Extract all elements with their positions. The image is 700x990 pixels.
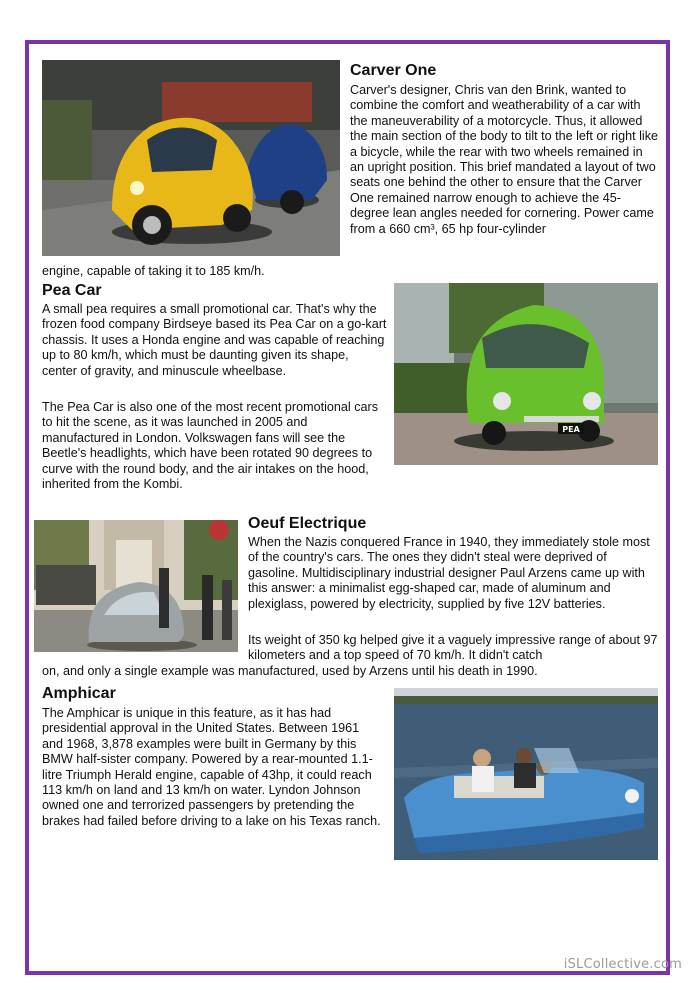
carver-one-title: Carver One	[350, 62, 437, 79]
pea-car-photo	[394, 283, 658, 465]
amphicar-photo	[394, 688, 658, 860]
pea-car-plate: PEA	[562, 425, 580, 434]
watermark: iSLCollective.com	[563, 957, 682, 972]
carver-one-photo	[42, 60, 340, 256]
oeuf-electrique-title: Oeuf Electrique	[248, 515, 367, 532]
carver-one-text-continued: engine, capable of taking it to 185 km/h.	[42, 264, 265, 278]
carver-one-text: Carver's designer, Chris van den Brink, wanted to combine the comfort and weatherability of a car with the maneuverability of a motorcycle. Thus, it allowed the main section of the body to tilt to the left or right like a bicycle, while the rear with two wheels remained in an upright position. This brief mandated a layout of two seats one behind the other to ensure that the Carver One remained narrow enough to achieve the 45-degree lean angles needed for cornering. Power came from a 660 cm³, 65 hp four-cylinder	[350, 83, 659, 236]
oeuf-electrique-photo	[34, 520, 238, 652]
amphicar-title: Amphicar	[42, 685, 116, 702]
pea-car-text-2: The Pea Car is also one of the most recent promotional cars to hit the scene, as it was launched in 2005 and manufactured in London. Volkswagen fans will see the Beetle's headlights, which have been rotated 90 degrees to curve with the round body, and the air intakes on the hood, inherited from the Kombi.	[42, 400, 378, 492]
amphicar-text: The Amphicar is unique in this feature, as it has had presidential approval in the United States. Between 1961 and 1968, 3,878 examples were built in Germany by this BMW half-sister company. Powered by a rear-mounted 1.1-litre Triumph Herald engine, capable of 43hp, it could reach 113 km/h on land and 13 km/h on water. Lyndon Johnson owned one and terrorized passengers by pretending the brakes had failed before driving to a lake on his Texas ranch.	[42, 706, 381, 828]
oeuf-electrique-text-continued: on, and only a single example was manufactured, used by Arzens until his death in 1990.	[42, 664, 538, 678]
oeuf-electrique-text-1: When the Nazis conquered France in 1940, they immediately stole most of the country's cars. The ones they didn't steal were deprived of gasoline. Multidisciplinary industrial designer Paul Arzens came up with this answer: a minimalist egg-shaped car, made of aluminum and plexiglass, powered by electricity, supplied by five 12V batteries.	[248, 535, 650, 611]
oeuf-electrique-text-2: Its weight of 350 kg helped give it a vaguely impressive range of about 97 kilometers and a top speed of 70 km/h. It didn't catch	[248, 633, 658, 663]
pea-car-text-1: A small pea requires a small promotional car. That's why the frozen food company Birdseye based its Pea Car on a go-kart chassis. It uses a Honda engine and was capable of reaching up to 80 km/h, which must be daunting given its shape, center of gravity, and minuscule wheelbase.	[42, 302, 387, 378]
pea-car-title: Pea Car	[42, 282, 102, 299]
